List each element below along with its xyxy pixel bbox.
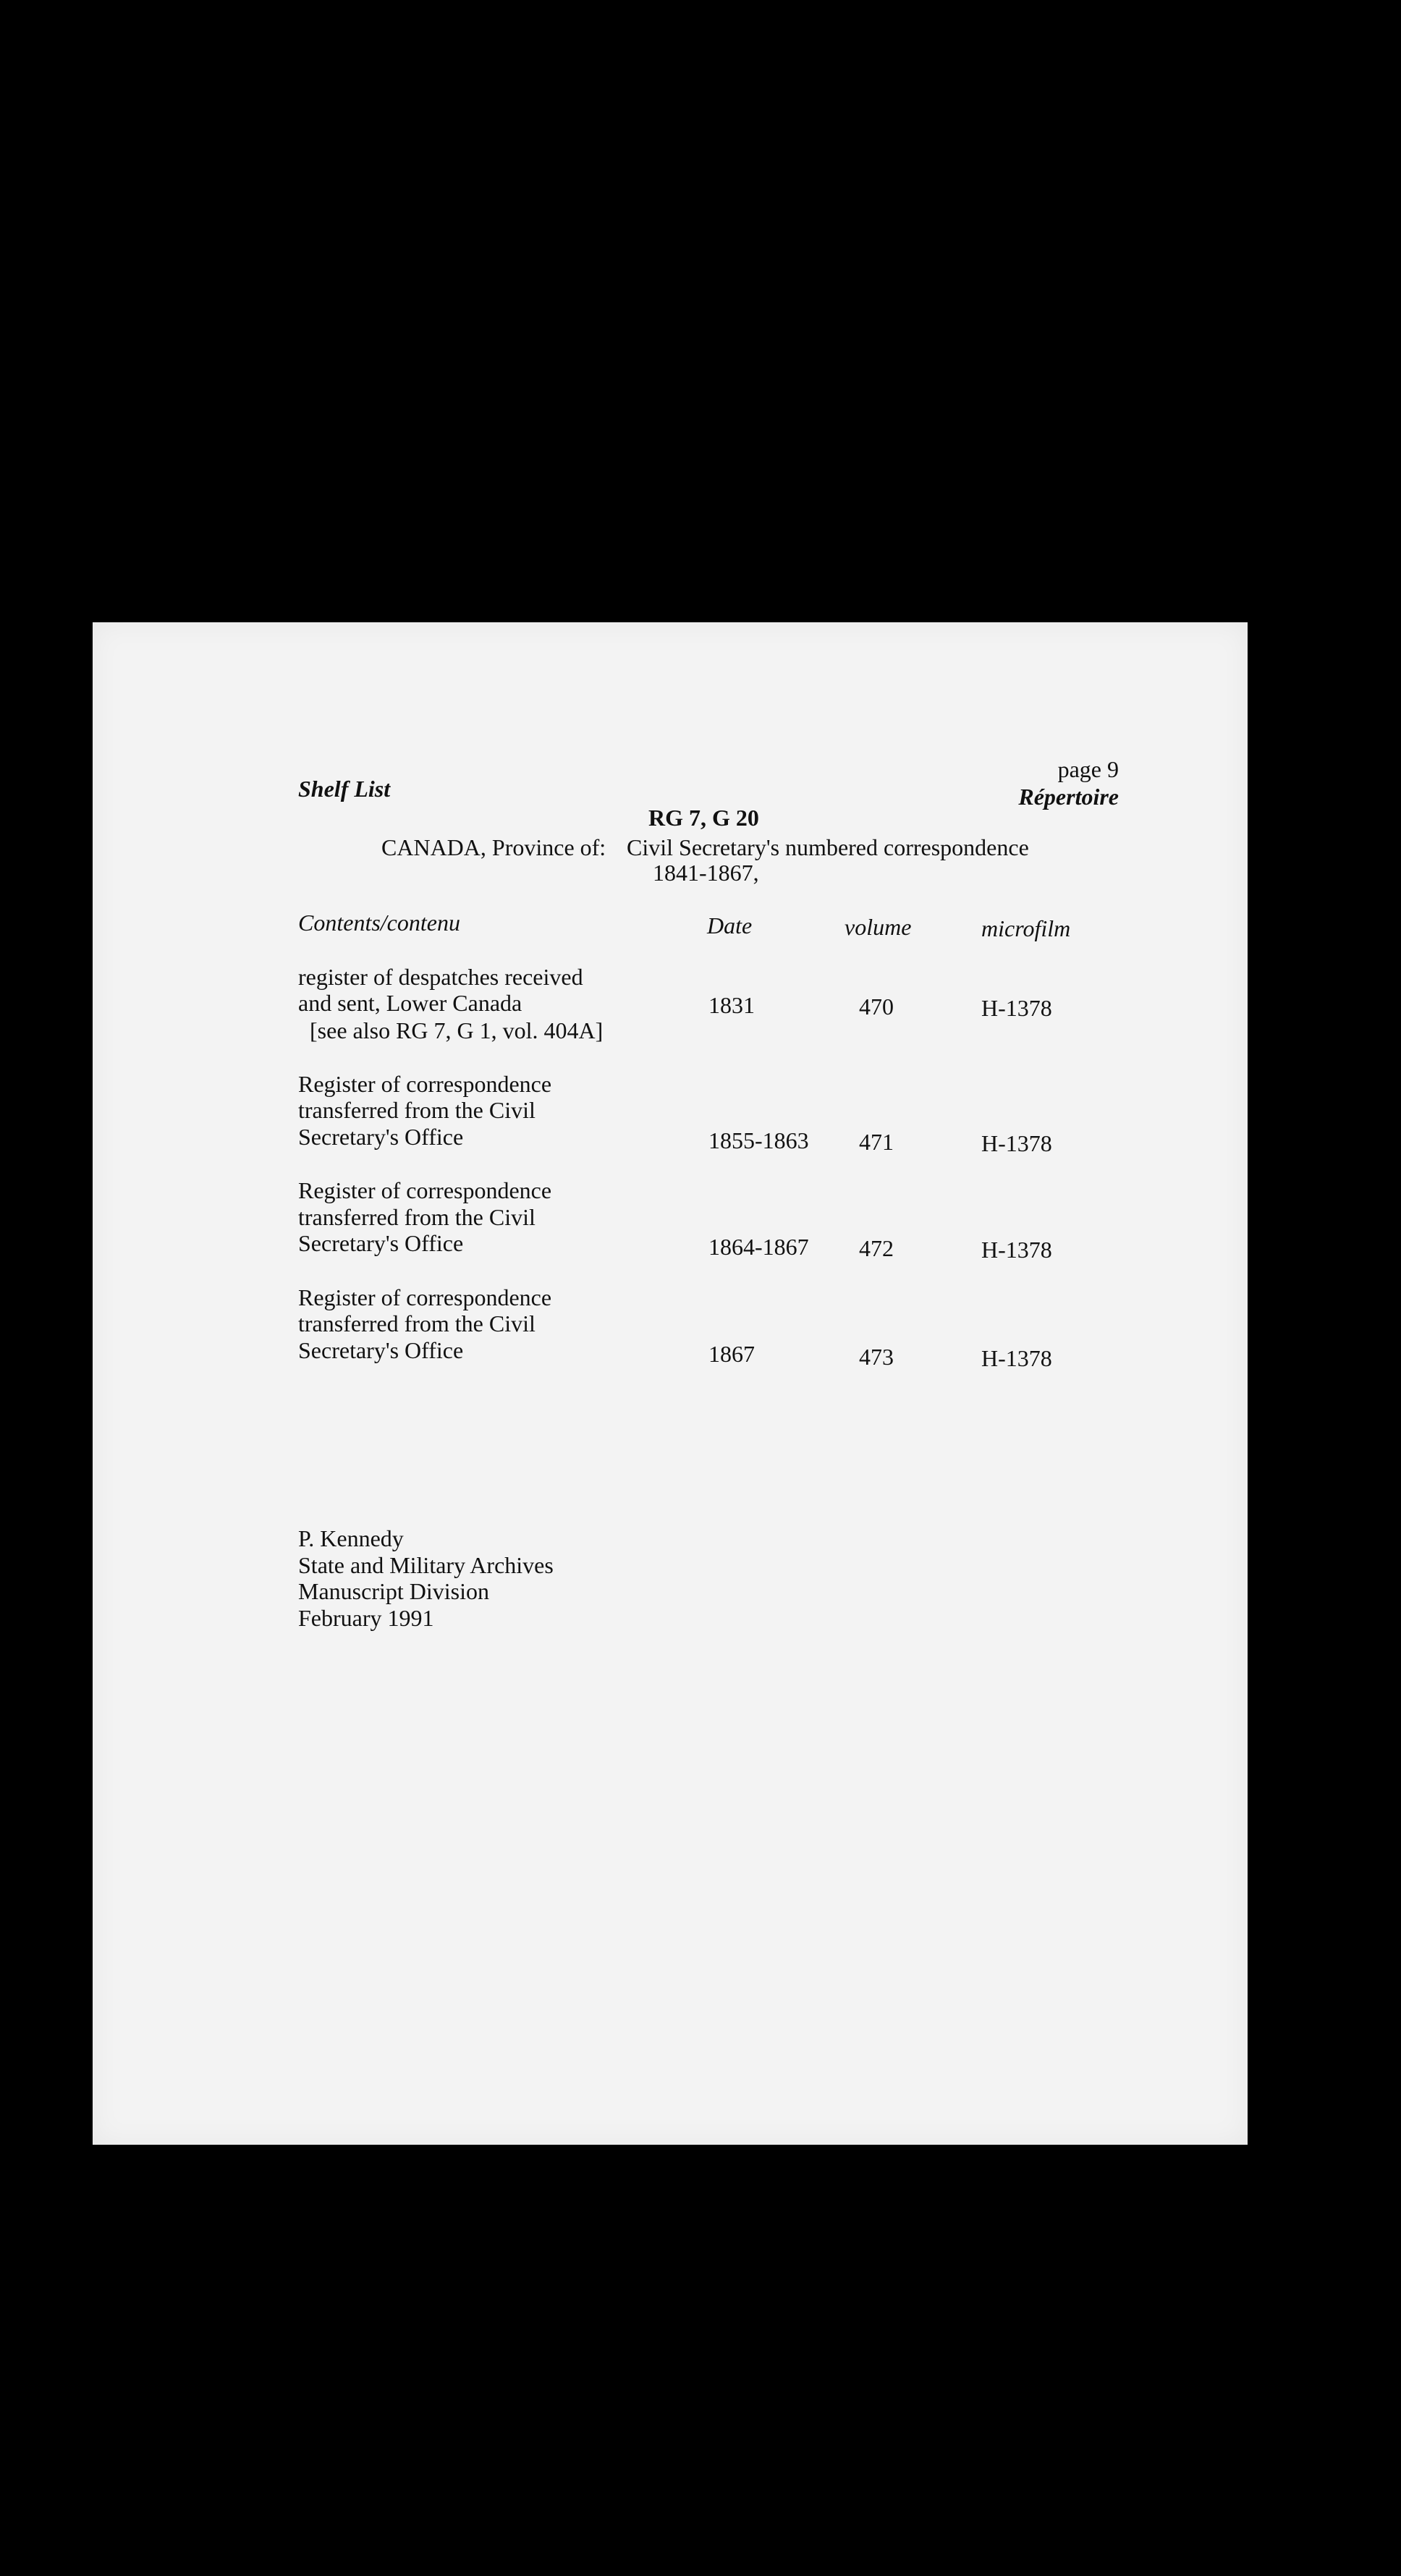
row-contents-line: Secretary's Office: [298, 1337, 464, 1363]
canada-province-label: CANADA, Province of:: [381, 834, 606, 860]
row-contents-line: Register of correspondence: [298, 1284, 552, 1310]
row-contents-line: transferred from the Civil: [298, 1204, 536, 1230]
document-date: February 1991: [298, 1605, 434, 1631]
record-group-title: RG 7, G 20: [648, 805, 759, 831]
row-contents-line: [see also RG 7, G 1, vol. 404A]: [298, 1017, 604, 1043]
row-date: 1855-1863: [708, 1127, 809, 1153]
shelf-list-label: Shelf List: [298, 776, 391, 802]
page-number: page 9: [1057, 756, 1119, 782]
row-volume: 471: [859, 1129, 894, 1155]
row-date: 1831: [708, 992, 755, 1018]
row-date: 1864-1867: [708, 1234, 809, 1260]
column-header-contents: Contents/contenu: [298, 910, 460, 936]
column-header-volume: volume: [845, 914, 912, 940]
author-department: State and Military Archives: [298, 1552, 554, 1578]
column-header-date: Date: [707, 912, 753, 939]
row-contents-line: Secretary's Office: [298, 1230, 464, 1256]
row-volume: 472: [859, 1235, 894, 1261]
row-contents-line: and sent, Lower Canada: [298, 990, 522, 1016]
row-microfilm: H-1378: [981, 1237, 1052, 1263]
row-date: 1867: [708, 1341, 755, 1367]
row-microfilm: H-1378: [981, 995, 1052, 1021]
author-name: P. Kennedy: [298, 1525, 404, 1551]
row-contents-line: transferred from the Civil: [298, 1310, 536, 1336]
row-contents-line: register of despatches received: [298, 964, 583, 990]
row-contents-line: Secretary's Office: [298, 1124, 464, 1150]
column-header-microfilm: microfilm: [981, 915, 1071, 941]
row-microfilm: H-1378: [981, 1130, 1052, 1156]
repertoire-label: Répertoire: [1018, 784, 1119, 810]
row-contents-line: Register of correspondence: [298, 1177, 552, 1203]
author-division: Manuscript Division: [298, 1578, 489, 1604]
series-title: Civil Secretary's numbered correspondence: [627, 834, 1029, 860]
row-volume: 473: [859, 1344, 894, 1370]
series-years: 1841-1867,: [653, 860, 759, 886]
row-contents-line: Register of correspondence: [298, 1071, 552, 1097]
row-contents-line: transferred from the Civil: [298, 1097, 536, 1123]
row-microfilm: H-1378: [981, 1345, 1052, 1371]
row-volume: 470: [859, 993, 894, 1020]
